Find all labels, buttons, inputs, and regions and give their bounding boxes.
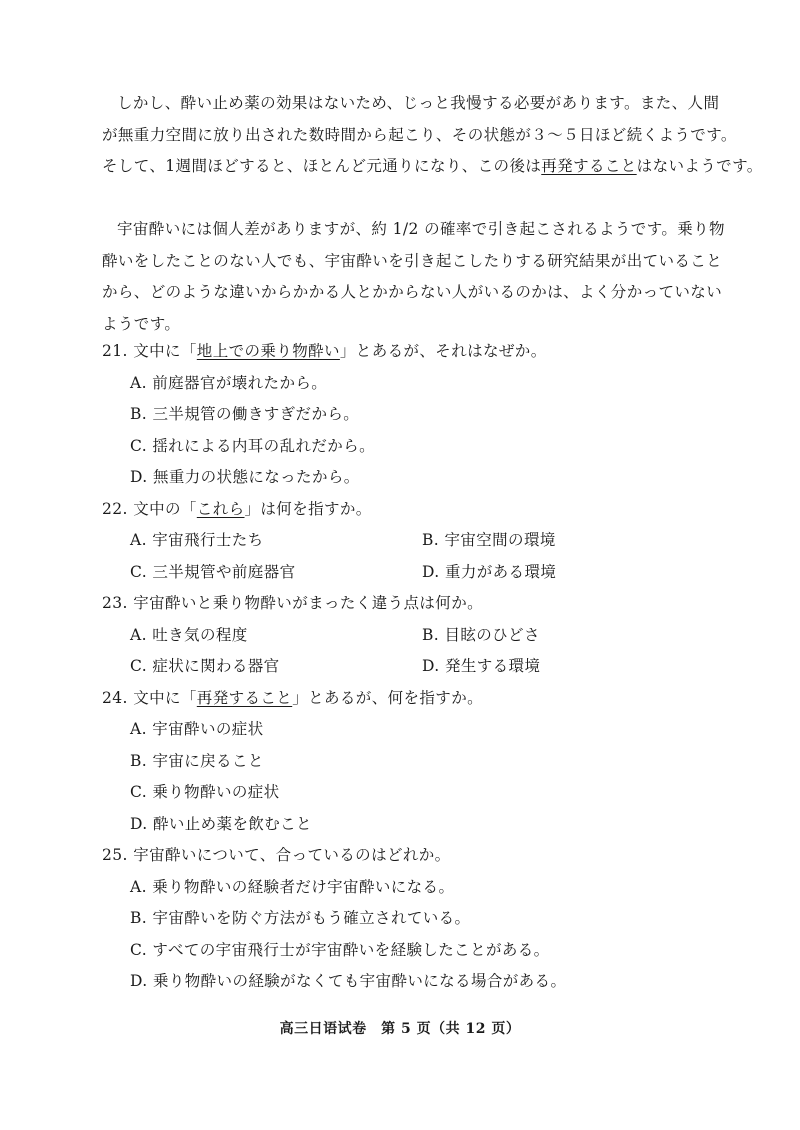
question-stem (102, 840, 702, 872)
option-letter: B. (422, 625, 440, 644)
option-text: 発生する環境 (444, 657, 541, 675)
question-stem (102, 494, 702, 526)
option-letter: B. (130, 751, 148, 770)
option-text: すべての宇宙飛行士が宇宙酔いを経験したことがある。 (152, 940, 550, 959)
option-list (102, 525, 702, 588)
option-c[interactable] (130, 777, 702, 809)
question-24 (102, 683, 702, 841)
stem-text: 宇宙酔いと乗り物酔いがまったく違う点は何か。 (133, 594, 483, 612)
option-list (102, 714, 702, 840)
stem-text: 宇宙酔いについて、合っているのはどれか。 (133, 846, 451, 864)
option-b[interactable] (130, 746, 702, 778)
passage-line: が無重力空間に放り出された数時間から起こり、その状態が３～５日ほど続くようです。 (102, 125, 737, 144)
stem-text: 」とあるが、それはなぜか。 (339, 342, 547, 360)
option-letter: C. (130, 436, 148, 455)
option-a[interactable] (130, 714, 702, 746)
option-a[interactable] (130, 620, 422, 652)
option-text: 酔い止め薬を飲むこと (152, 814, 312, 833)
option-list (102, 620, 702, 683)
option-text: 目眩のひどさ (444, 625, 540, 644)
option-d[interactable] (422, 651, 702, 683)
option-a[interactable] (130, 872, 702, 904)
option-letter: A. (130, 720, 147, 738)
question-list (102, 336, 702, 998)
passage-paragraph-2 (102, 214, 725, 340)
option-letter: D. (422, 657, 440, 675)
option-c[interactable] (130, 935, 702, 967)
option-list (102, 368, 702, 494)
stem-text: 文中の「 (133, 499, 197, 518)
option-c[interactable] (130, 431, 702, 463)
question-stem (102, 588, 702, 620)
option-text: 前庭器官が壊れたから。 (152, 373, 328, 392)
option-letter: A. (130, 877, 147, 896)
stem-text: 」は何を指すか。 (244, 499, 372, 518)
option-text: 宇宙空間の環境 (444, 531, 556, 549)
option-letter: C. (130, 940, 148, 959)
question-22 (102, 494, 702, 589)
option-letter: A. (130, 531, 147, 549)
option-d[interactable] (130, 462, 702, 494)
underlined-phrase: 再発すること (196, 688, 293, 707)
question-number: 25. (102, 846, 128, 864)
question-number: 24. (102, 688, 128, 707)
question-21 (102, 336, 702, 494)
option-text: 乗り物酔いの症状 (152, 783, 280, 801)
option-letter: C. (130, 562, 148, 581)
option-text: 乗り物酔いの経験がなくても宇宙酔いになる場合がある。 (152, 972, 567, 990)
passage-line: しかし、酔い止め薬の効果はないため、じっと我慢する必要があります。また、人間 (117, 94, 720, 112)
option-b[interactable] (422, 620, 702, 652)
option-text: 宇宙飛行士たち (152, 531, 264, 549)
passage-text: はないようです。 (636, 157, 763, 175)
stem-text: 文中に「 (133, 688, 197, 707)
option-text: 宇宙酔いを防ぐ方法がもう確立されている。 (152, 909, 471, 927)
question-25 (102, 840, 702, 998)
option-b[interactable] (130, 903, 702, 935)
option-text: 無重力の状態になったから。 (152, 468, 360, 486)
passage-text: そして、1週間ほどすると、ほとんど元通りになり、この後は (102, 157, 542, 175)
option-letter: B. (130, 909, 148, 927)
passage-line: 宇宙酔いには個人差がありますが、約 1/2 の確率で引き起こされるようです。乗り物 (117, 220, 725, 238)
option-c[interactable] (130, 651, 422, 683)
option-text: 吐き気の程度 (152, 625, 248, 644)
question-23 (102, 588, 702, 683)
option-c[interactable] (130, 557, 422, 589)
stem-text: 」とあるが、何を指すか。 (292, 688, 484, 707)
page-footer: 高三日语试卷 第 5 页（共 12 页） (279, 1021, 521, 1037)
option-text: 三半規管や前庭器官 (152, 562, 296, 581)
option-letter: C. (130, 783, 148, 801)
option-text: 重力がある環境 (444, 562, 557, 581)
option-text: 宇宙に戻ること (152, 751, 264, 770)
question-number: 22. (102, 499, 128, 518)
passage-line: ようです。 (102, 314, 181, 333)
question-number: 21. (102, 342, 128, 360)
option-letter: D. (130, 972, 148, 990)
question-stem (102, 336, 702, 368)
option-text: 乗り物酔いの経験者だけ宇宙酔いになる。 (152, 877, 455, 896)
option-a[interactable] (130, 368, 702, 400)
option-letter: B. (130, 405, 148, 423)
option-text: 宇宙酔いの症状 (152, 720, 264, 738)
option-d[interactable] (422, 557, 702, 589)
option-letter: C. (130, 657, 148, 675)
option-letter: D. (130, 814, 148, 833)
option-text: 三半規管の働きすぎだから。 (152, 405, 360, 423)
option-letter: D. (422, 562, 440, 581)
stem-text: 文中に「 (133, 342, 197, 360)
option-b[interactable] (422, 525, 702, 557)
option-a[interactable] (130, 525, 422, 557)
question-number: 23. (102, 594, 128, 612)
underlined-phrase: これら (196, 499, 245, 518)
question-stem (102, 683, 702, 715)
option-text: 揺れによる内耳の乱れだから。 (152, 436, 375, 455)
option-letter: B. (422, 531, 440, 549)
option-d[interactable] (130, 966, 702, 998)
option-letter: A. (130, 625, 147, 644)
option-b[interactable] (130, 399, 702, 431)
passage-line: から、どのような違いからかかる人とかからない人がいるのかは、よく分かっていない (102, 283, 723, 301)
passage-line: 酔いをしたことのない人でも、宇宙酔いを引き起こしたりする研究結果が出ていること (102, 251, 723, 270)
underlined-phrase: 地上での乗り物酔い (196, 342, 340, 360)
underlined-phrase: 再発すること (541, 157, 637, 175)
option-list (102, 872, 702, 998)
passage-paragraph-1 (102, 88, 763, 183)
option-text: 症状に関わる器官 (152, 657, 280, 675)
option-letter: D. (130, 468, 148, 486)
passage-line (102, 151, 763, 183)
option-d[interactable] (130, 809, 702, 841)
option-letter: A. (130, 373, 147, 392)
